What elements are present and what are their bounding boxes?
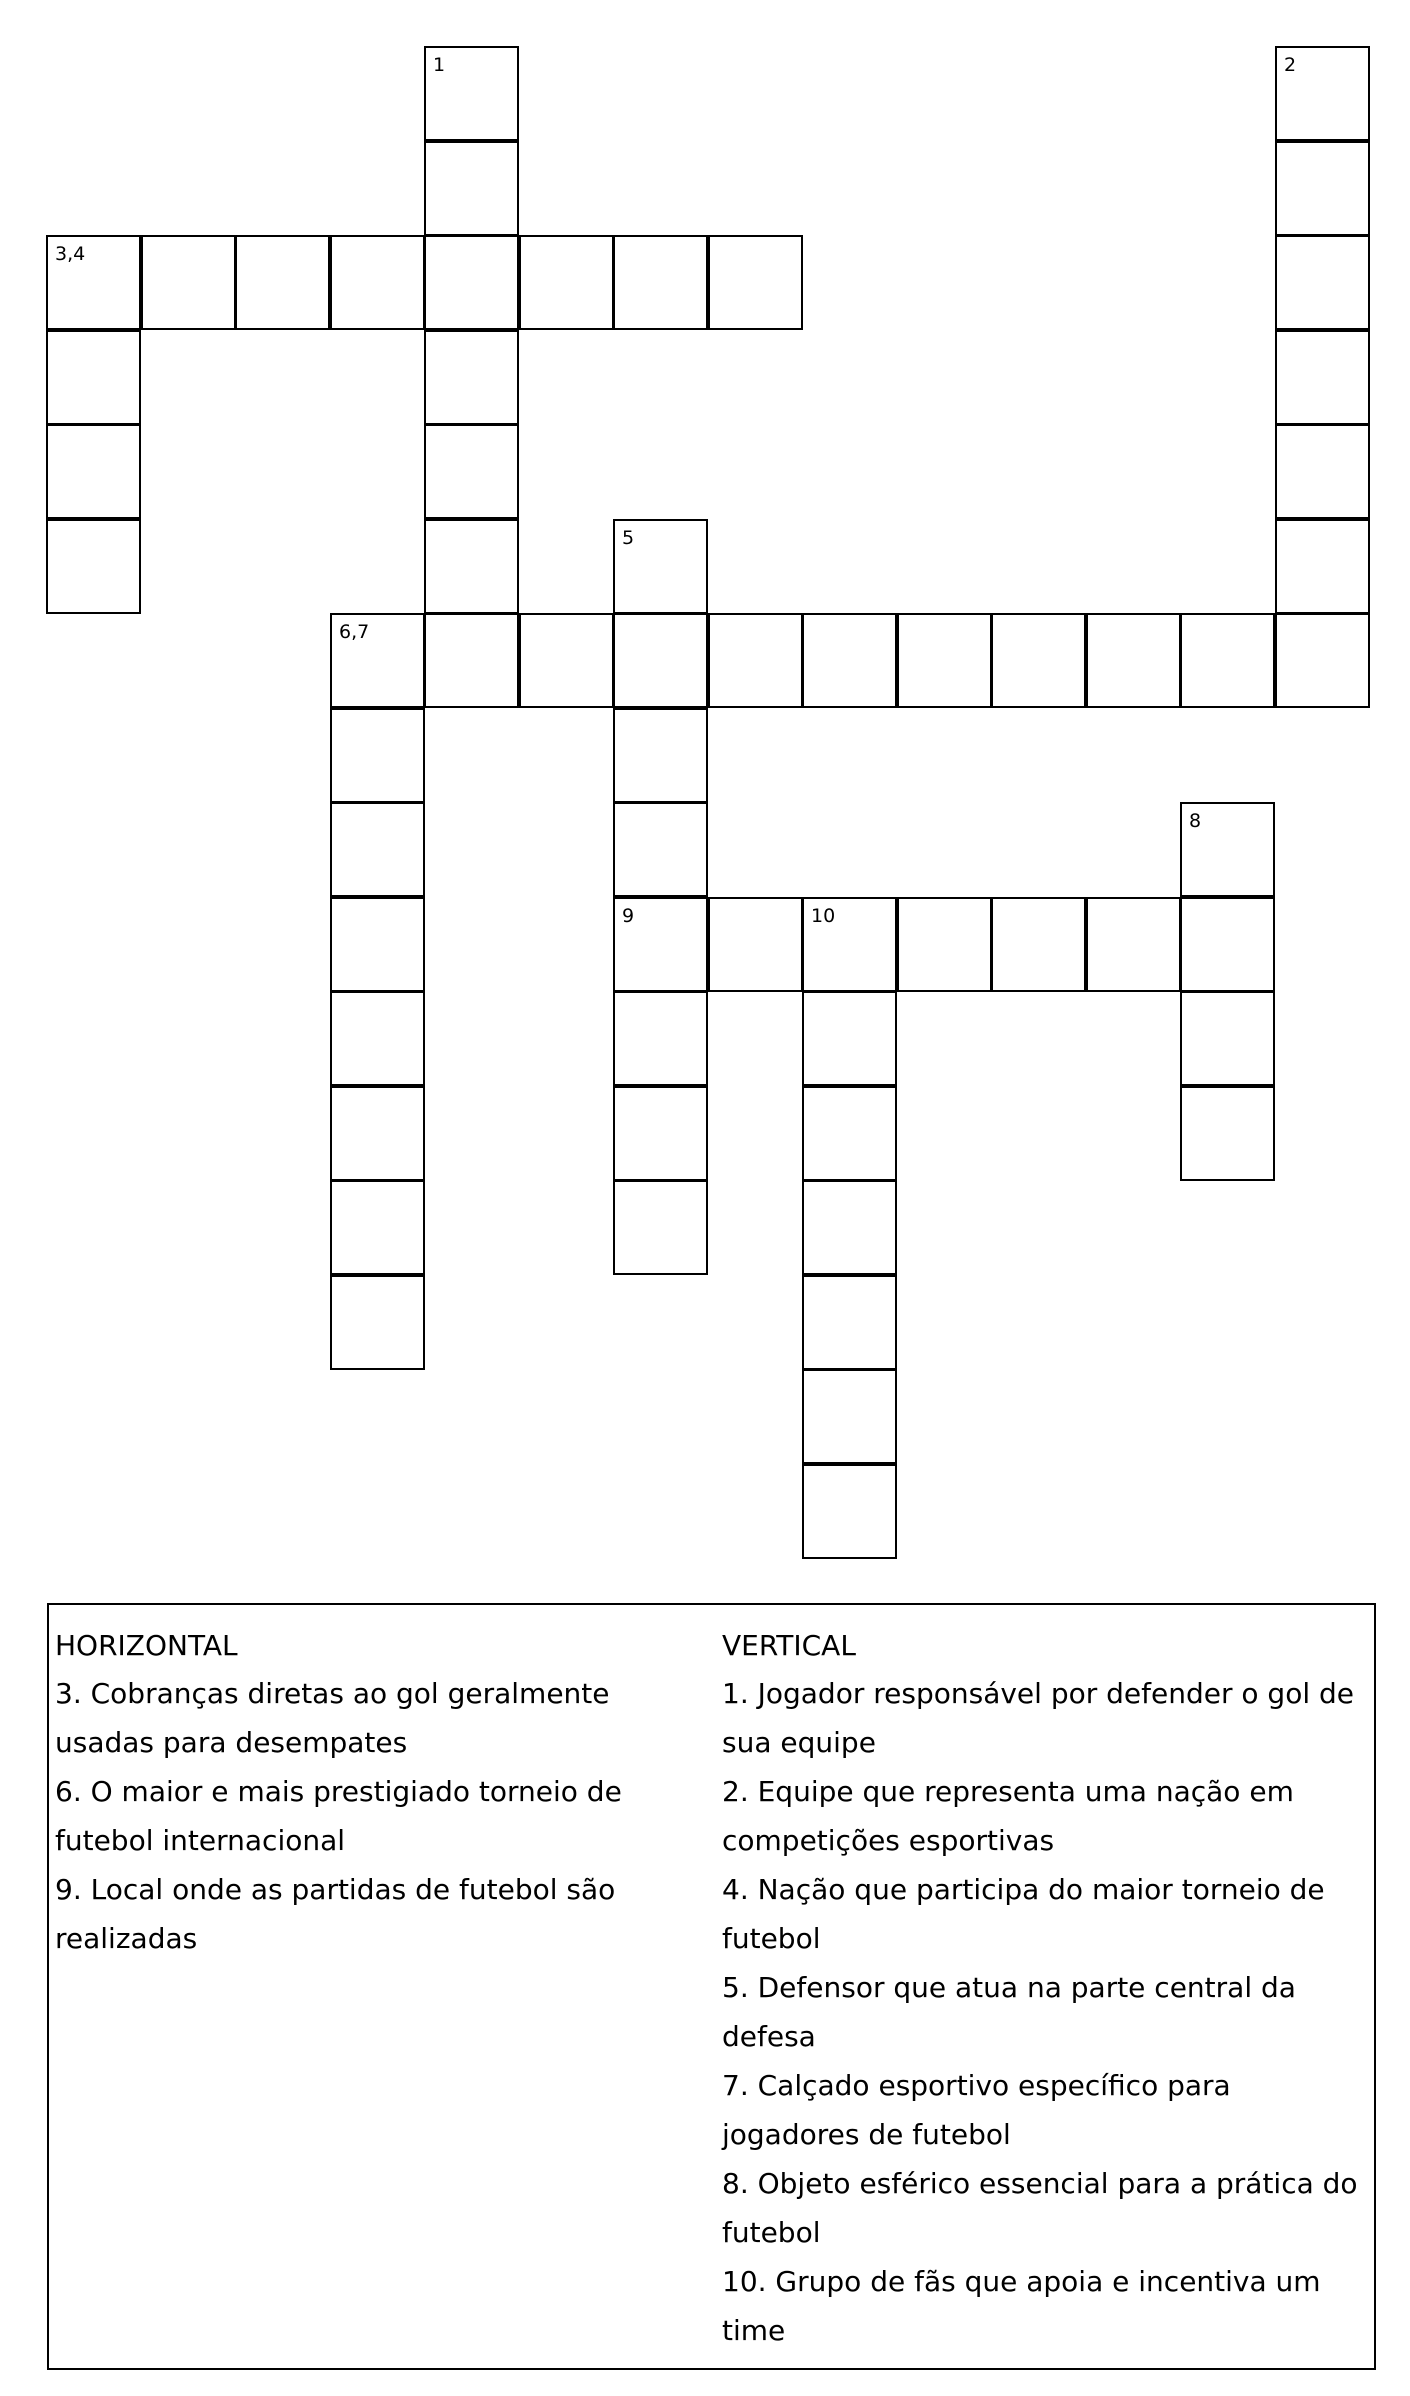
horizontal-clues [55, 1623, 715, 1963]
horizontal-heading: HORIZONTAL [55, 1629, 238, 1662]
clue-horizontal-9: 9. Local onde as partidas de futebol são realizadas [55, 1873, 616, 1955]
crossword-cell[interactable] [330, 708, 425, 803]
clue-number: 3,4 [55, 243, 86, 265]
crossword-cell[interactable] [802, 1086, 897, 1181]
crossword-cell[interactable] [802, 897, 897, 992]
crossword-cell[interactable] [330, 991, 425, 1086]
crossword-cell[interactable] [330, 802, 425, 897]
crossword-cell[interactable] [46, 519, 141, 614]
crossword-cell[interactable] [46, 330, 141, 425]
crossword-cell[interactable] [802, 1369, 897, 1464]
vertical-clues [722, 1623, 1372, 2355]
crossword-cell[interactable] [1086, 613, 1181, 708]
crossword-cell[interactable] [708, 613, 803, 708]
clue-number: 8 [1189, 810, 1202, 832]
crossword-cell[interactable] [1180, 991, 1275, 1086]
crossword-cell[interactable] [1180, 1086, 1275, 1181]
crossword-cell[interactable] [330, 1086, 425, 1181]
crossword-cell[interactable] [519, 613, 614, 708]
crossword-cell[interactable] [613, 613, 708, 708]
clue-number: 10 [811, 905, 836, 927]
crossword-cell[interactable] [1275, 330, 1370, 425]
clue-number: 2 [1284, 54, 1297, 76]
crossword-cell[interactable] [1180, 897, 1275, 992]
crossword-cell[interactable] [1275, 235, 1370, 330]
crossword-cell[interactable] [330, 1275, 425, 1370]
clues-panel [47, 1603, 1376, 2370]
crossword-cell[interactable] [897, 613, 992, 708]
crossword-cell[interactable] [613, 991, 708, 1086]
clue-vertical-1: 1. Jogador responsável por defender o gol de sua equipe [722, 1677, 1355, 1759]
crossword-cell[interactable] [613, 897, 708, 992]
clue-vertical-8: 8. Objeto esférico essencial para a prática do futebol [722, 2167, 1358, 2249]
crossword-cell[interactable] [802, 991, 897, 1086]
crossword-cell[interactable] [613, 708, 708, 803]
crossword-cell[interactable] [991, 897, 1086, 992]
crossword-cell[interactable] [1275, 141, 1370, 236]
clue-number: 1 [433, 54, 446, 76]
crossword-cell[interactable] [330, 235, 425, 330]
clue-vertical-7: 7. Calçado esportivo específico para jogadores de futebol [722, 2069, 1231, 2151]
crossword-cell[interactable] [519, 235, 614, 330]
crossword-cell[interactable] [235, 235, 330, 330]
clue-vertical-2: 2. Equipe que representa uma nação em competições esportivas [722, 1775, 1294, 1857]
crossword-cell[interactable] [897, 897, 992, 992]
crossword-cell[interactable] [141, 235, 236, 330]
crossword-cell[interactable] [802, 613, 897, 708]
clue-horizontal-3: 3. Cobranças diretas ao gol geralmente usadas para desempates [55, 1677, 610, 1759]
clue-number: 9 [622, 905, 635, 927]
crossword-cell[interactable] [613, 1086, 708, 1181]
crossword-cell[interactable] [1086, 897, 1181, 992]
crossword-cell[interactable] [802, 1275, 897, 1370]
crossword-cell[interactable] [613, 802, 708, 897]
clue-horizontal-6: 6. O maior e mais prestigiado torneio de futebol internacional [55, 1775, 622, 1857]
clue-vertical-10: 10. Grupo de fãs que apoia e incentiva um time [722, 2265, 1321, 2347]
crossword-cell[interactable] [1275, 519, 1370, 614]
crossword-cell[interactable] [1275, 613, 1370, 708]
crossword-cell[interactable] [708, 235, 803, 330]
crossword-cell[interactable] [330, 1180, 425, 1275]
crossword-cell[interactable] [330, 897, 425, 992]
crossword-cell[interactable] [1180, 802, 1275, 897]
crossword-cell[interactable] [613, 235, 708, 330]
crossword-cell[interactable] [1275, 424, 1370, 519]
clue-number: 5 [622, 527, 635, 549]
crossword-cell[interactable] [424, 141, 519, 236]
crossword-cell[interactable] [1275, 46, 1370, 141]
clue-number: 6,7 [339, 621, 370, 643]
crossword-cell[interactable] [424, 46, 519, 141]
crossword-cell[interactable] [330, 613, 425, 708]
crossword-cell[interactable] [424, 613, 519, 708]
crossword-cell[interactable] [1180, 613, 1275, 708]
crossword-cell[interactable] [613, 519, 708, 614]
crossword-cell[interactable] [708, 897, 803, 992]
crossword-cell[interactable] [991, 613, 1086, 708]
clue-vertical-4: 4. Nação que participa do maior torneio de futebol [722, 1873, 1325, 1955]
crossword-cell[interactable] [613, 1180, 708, 1275]
clue-vertical-5: 5. Defensor que atua na parte central da defesa [722, 1971, 1296, 2053]
crossword-cell[interactable] [424, 424, 519, 519]
crossword-cell[interactable] [802, 1464, 897, 1559]
crossword-cell[interactable] [802, 1180, 897, 1275]
crossword-cell[interactable] [46, 235, 141, 330]
crossword-cell[interactable] [46, 424, 141, 519]
crossword-cell[interactable] [424, 519, 519, 614]
crossword-cell[interactable] [424, 330, 519, 425]
vertical-heading: VERTICAL [722, 1629, 856, 1662]
crossword-cell[interactable] [424, 235, 519, 330]
